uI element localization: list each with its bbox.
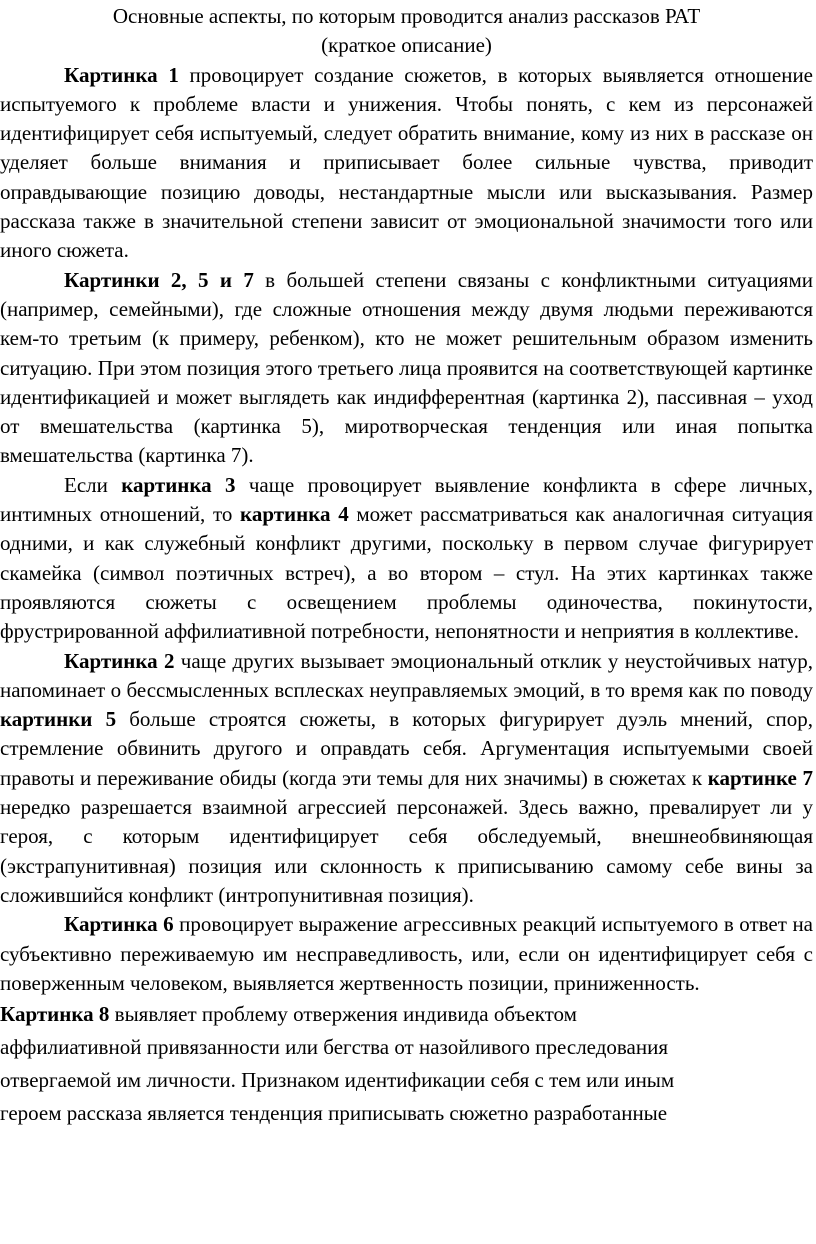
paragraph-text: нередко разрешается взаимной агрессией персонажей. Здесь важно, превалирует ли у героя, с которым идентифицирует себя обследуемый, внешнеобвиняющая (экстрапунитивная) позиция или склонность к приписыванию самому себе вины за сложившийся конфликт (интропунитивная позиция).: [0, 795, 813, 907]
bold-term: Картинки 2, 5 и 7: [64, 267, 254, 292]
paragraph-pictures-3-4: [0, 471, 813, 647]
title-line-2: (краткое описание): [321, 33, 492, 58]
bold-term: картинка 4: [240, 502, 349, 527]
paragraph-text: выявляет проблему отвержения индивида объектом: [109, 1002, 577, 1027]
paragraph-text: чаще других вызывает эмоциональный отклик у неустойчивых натур, напоминает о бессмысленных всплесках неуправляемых эмоций, в то время как по поводу: [0, 648, 813, 702]
bold-term: Картинка 6: [64, 912, 174, 937]
bold-term: картинка 3: [121, 472, 236, 497]
paragraph-pictures-2-5-7: [0, 266, 813, 471]
paragraph-text: в большей степени связаны с конфликтными ситуациями (например, семейными), где сложные отношения между двумя людьми переживаются кем-то третьим (к примеру, ребенком), кто не может решительным образом изменить ситуацию. При этом позиция этого третьего лица проявится на соответствующей картинке идентификацией и может выглядеть как индифферентная (картинка 2), пассивная – уход от вмешательства (картинка 5), миротворческая тенденция или иная попытка вмешательства (картинка 7).: [0, 267, 813, 468]
paragraph-picture-6: [0, 910, 813, 998]
paragraph-text: провоцирует создание сюжетов, в которых выявляется отношение испытуемого к проблеме власти и унижения. Чтобы понять, с кем из персонажей идентифицирует себя испытуемый, следует обратить внимание, кому из них в рассказе он уделяет больше внимания и приписывает более сильные чувства, приводит оправдывающие позицию доводы, нестандартные мысли или высказывания. Размер рассказа также в значительной степени зависит от эмоциональной значимости того или иного сюжета.: [0, 62, 814, 263]
paragraph-picture-2: [0, 647, 813, 911]
paragraph-text: провоцирует выражение агрессивных реакций испытуемого в ответ на субъективно переживаемую им несправедливость, или, если он идентифицирует себя с поверженным человеком, выявляется жертвенность позиции, приниженность.: [0, 912, 814, 995]
paragraph-text: Если: [64, 472, 122, 497]
paragraph-text: чаще провоцирует выявление конфликта в сфере личных, интимных отношений, то: [0, 472, 814, 527]
bold-term: картинки 5: [0, 707, 117, 732]
paragraph-text: может рассматриваться как аналогичная ситуация одними, и как служебный конфликт другими, поскольку в первом случае фигурирует скамейка (символ поэтичных встреч), а во втором – стул. На этих картинках также проявляются сюжеты с освещением проблемы одиночества, покинутости, фрустрированной аффилиативной потребности, непонятности и неприятия в коллективе.: [0, 502, 813, 644]
text-line: героем рассказа является тенденция приписывать сюжетно разработанные: [0, 1101, 668, 1126]
bold-term: картинке 7: [707, 765, 813, 790]
bold-term: Картинка 2: [64, 648, 175, 673]
text-line: отвергаемой им личности. Признаком идентификации себя с тем или иным: [0, 1068, 675, 1093]
title-line-1: Основные аспекты, по которым проводится анализ рассказов РАТ: [112, 4, 701, 28]
document-title: [0, 2, 813, 61]
bold-term: Картинка 1: [64, 62, 179, 87]
text-line: аффилиативной привязанности или бегства от назойливого преследования: [0, 1035, 668, 1060]
bold-term: Картинка 8: [0, 1002, 110, 1027]
paragraph-text: больше строятся сюжеты, в которых фигурирует дуэль мнений, спор, стремление обвинить другого и оправдать себя. Аргументация испытуемыми своей правоты и переживание обиды (когда эти темы для них значимы) в сюжетах к: [0, 707, 813, 790]
paragraph-picture-1: [0, 61, 813, 266]
text-line: [0, 998, 813, 1031]
paragraph-picture-8: [0, 998, 813, 1130]
